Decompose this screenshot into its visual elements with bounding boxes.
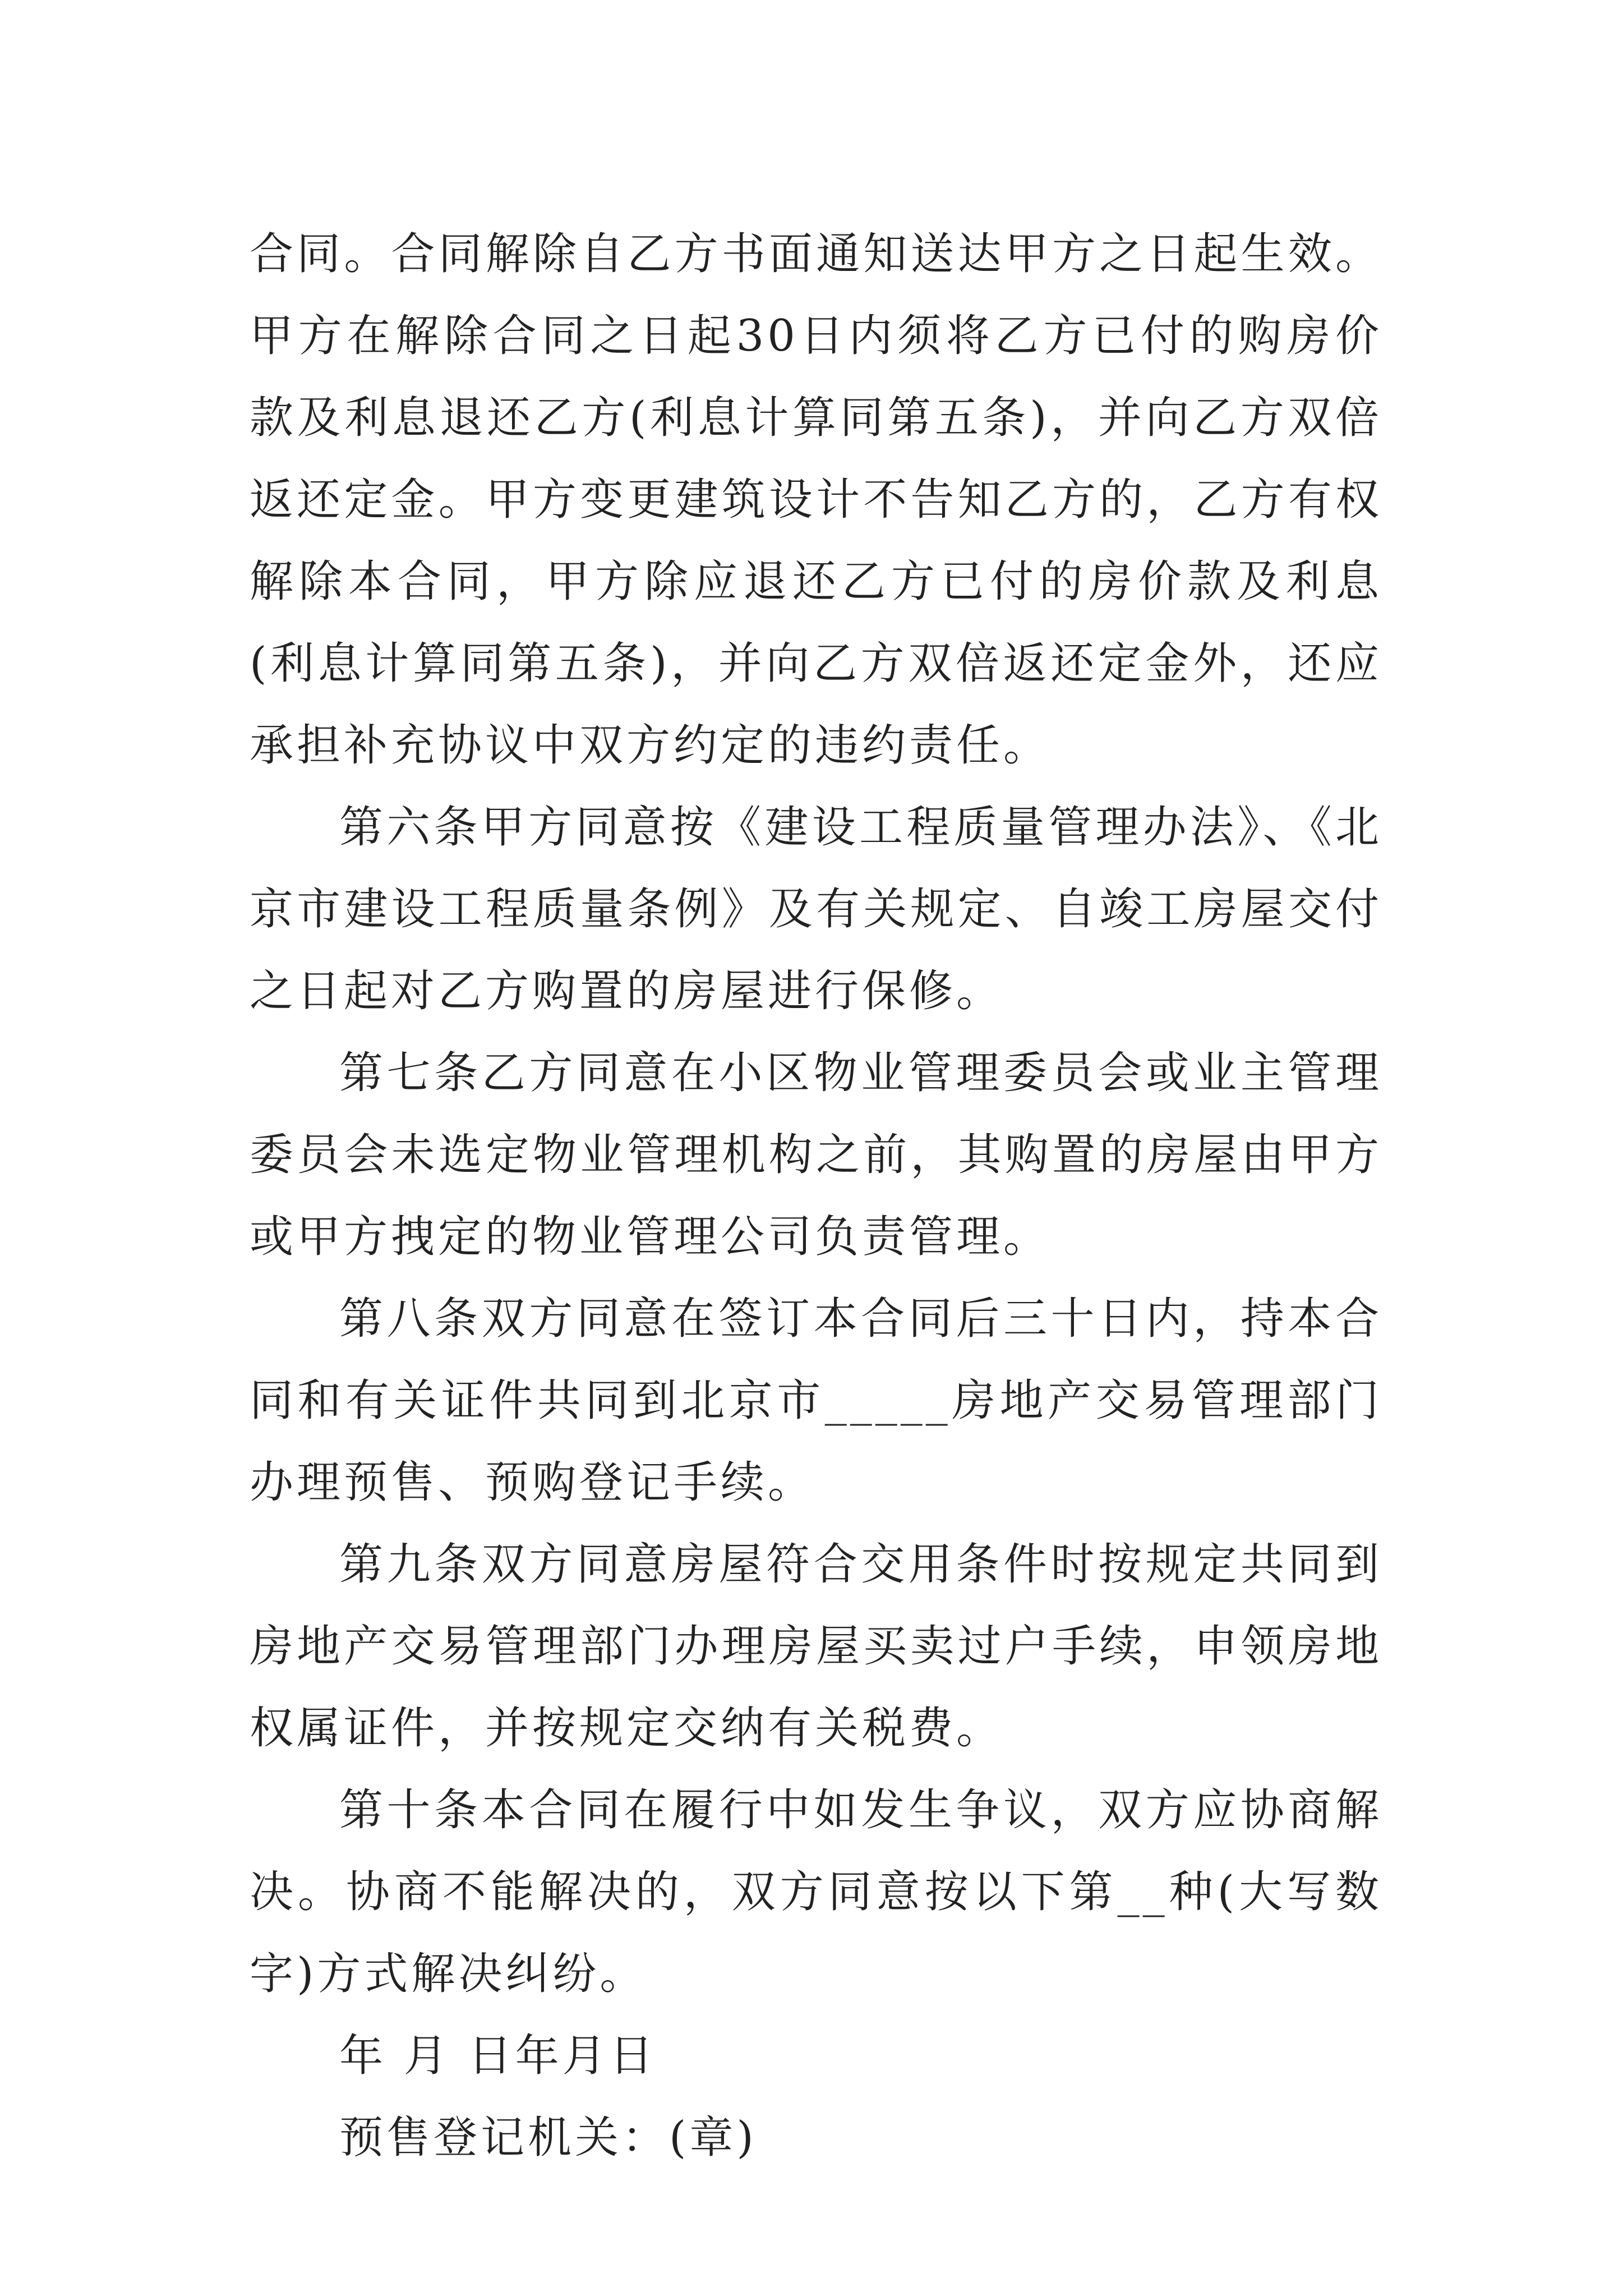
registration-authority-line: 预售登记机关：(章) [339, 2113, 757, 2163]
paragraph-article-8: 第八条双方同意在签订本合同后三十日内，持本合同和有关证件共同到北京市_____房地产交易管理部门办理预售、预购登记手续。 [250, 1294, 1382, 1508]
paragraph-article-5-continued: 合同。合同解除自乙方书面通知送达甲方之日起生效。甲方在解除合同之日起30日内须将乙方已付的购房价款及利息退还乙方(利息计算同第五条)，并向乙方双倍返还定金。甲方变更建筑设计不告知乙方的，乙方有权解除本合同，甲方除应退还乙方已付的房价款及利息(利息计算同第五条)，并向乙方双倍返还定金外，还应承担补充协议中双方约定的违约责任。 [250, 229, 1382, 771]
paragraph-article-6: 第六条甲方同意按《建设工程质量管理办法》、《北京市建设工程质量条例》及有关规定、自竣工房屋交付之日起对乙方购置的房屋进行保修。 [250, 802, 1382, 1016]
paragraph-article-9: 第九条双方同意房屋符合交用条件时按规定共同到房地产交易管理部门办理房屋买卖过户手续，申领房地权属证件，并按规定交纳有关税费。 [250, 1539, 1382, 1754]
paragraph-article-10: 第十条本合同在履行中如发生争议，双方应协商解决。协商不能解决的，双方同意按以下第__种(大写数字)方式解决纠纷。 [250, 1785, 1382, 1999]
date-line: 年 月 日年月日 [339, 2031, 657, 2081]
paragraph-article-7: 第七条乙方同意在小区物业管理委员会或业主管理委员会未选定物业管理机构之前，其购置的房屋由甲方或甲方拽定的物业管理公司负责管理。 [250, 1048, 1382, 1262]
document-page [250, 213, 1382, 2179]
